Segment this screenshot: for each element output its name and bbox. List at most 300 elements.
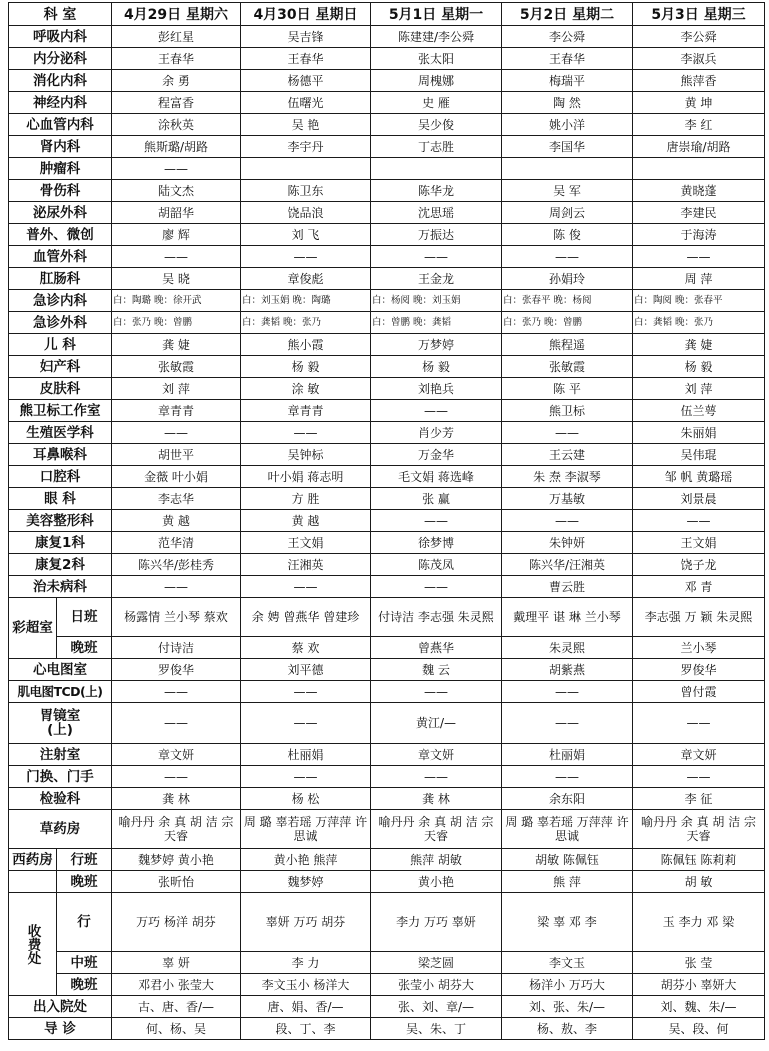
schedule-cell: 周 璐 辜若瑶 万萍萍 许思诚 [502, 810, 633, 849]
schedule-row [9, 114, 765, 136]
schedule-cell [633, 158, 765, 180]
schedule-cell: 刘 萍 [633, 378, 765, 400]
schedule-cell: 章青青 [112, 400, 241, 422]
schedule-row [9, 48, 765, 70]
dept-name: 门换、门手 [9, 766, 112, 788]
schedule-cell: —— [502, 510, 633, 532]
schedule-cell: 张敏霞 [112, 356, 241, 378]
schedule-cell: 吴 军 [502, 180, 633, 202]
schedule-cell: 涂 敏 [241, 378, 371, 400]
header-date: 5月3日 星期三 [633, 3, 765, 26]
schedule-cell: 余 娉 曾燕华 曾建珍 [241, 598, 371, 637]
schedule-cell: 杨 毅 [371, 356, 502, 378]
schedule-row [9, 180, 765, 202]
schedule-cell: 龚 婕 [112, 334, 241, 356]
schedule-row [9, 1018, 765, 1040]
cashier-label-text: 收费处 [24, 923, 41, 965]
schedule-cell: 蔡 欢 [241, 637, 371, 659]
schedule-cell: 玉 李力 邓 梁 [633, 893, 765, 952]
schedule-cell: 饶子龙 [633, 554, 765, 576]
schedule-cell: —— [112, 766, 241, 788]
schedule-cell: —— [241, 246, 371, 268]
dept-name: 普外、微创 [9, 224, 112, 246]
schedule-cell: 白：陶璐 晚：徐开武 [112, 290, 241, 312]
schedule-cell: 黄江/— [371, 703, 502, 744]
pharmacy-row [9, 849, 765, 871]
schedule-cell: 张 莹 [633, 952, 765, 974]
schedule-cell: —— [633, 703, 765, 744]
cashier-shift-label: 中班 [57, 952, 112, 974]
schedule-cell: 黄晓蓬 [633, 180, 765, 202]
schedule-cell: —— [502, 703, 633, 744]
schedule-cell: 魏梦婷 黄小艳 [112, 849, 241, 871]
cashier-row [9, 974, 765, 996]
schedule-cell: —— [371, 766, 502, 788]
schedule-cell: 王云建 [502, 444, 633, 466]
schedule-cell: 李 红 [633, 114, 765, 136]
schedule-cell: 刘平德 [241, 659, 371, 681]
schedule-cell: 刘 萍 [112, 378, 241, 400]
schedule-cell: 肖少芳 [371, 422, 502, 444]
schedule-cell: 吴 艳 [241, 114, 371, 136]
schedule-cell: 陈卫东 [241, 180, 371, 202]
schedule-cell: —— [241, 422, 371, 444]
schedule-cell: 陈 平 [502, 378, 633, 400]
schedule-cell: —— [371, 400, 502, 422]
dept-name: 呼吸内科 [9, 26, 112, 48]
schedule-cell: 龚 林 [371, 788, 502, 810]
schedule-cell: 曾付霞 [633, 681, 765, 703]
schedule-cell: 王文娟 [633, 532, 765, 554]
dept-name: 皮肤科 [9, 378, 112, 400]
schedule-cell: 唐崇瑜/胡路 [633, 136, 765, 158]
schedule-cell: 张莹小 胡芬大 [371, 974, 502, 996]
schedule-cell: 梁芝圆 [371, 952, 502, 974]
schedule-cell: 熊卫标 [502, 400, 633, 422]
schedule-cell: 李国华 [502, 136, 633, 158]
empty-cell [9, 871, 57, 893]
dept-name: 草药房 [9, 810, 112, 849]
schedule-row [9, 466, 765, 488]
schedule-cell: 唐、娟、香/— [241, 996, 371, 1018]
schedule-cell: 章文妍 [633, 744, 765, 766]
schedule-cell: 白：张乃 晚：曾鹏 [502, 312, 633, 334]
schedule-cell: —— [241, 766, 371, 788]
schedule-cell: 白：张乃 晚：曾鹏 [112, 312, 241, 334]
schedule-row [9, 576, 765, 598]
schedule-cell: 陈建建/李公舜 [371, 26, 502, 48]
schedule-cell: 李公舜 [633, 26, 765, 48]
schedule-cell: —— [112, 681, 241, 703]
schedule-cell: 范华清 [112, 532, 241, 554]
schedule-cell: —— [112, 703, 241, 744]
schedule-cell: 王春华 [112, 48, 241, 70]
schedule-cell: 王春华 [502, 48, 633, 70]
schedule-cell: 黄 坤 [633, 92, 765, 114]
schedule-cell: 张昕怡 [112, 871, 241, 893]
schedule-cell: 王文娟 [241, 532, 371, 554]
schedule-cell: 白：张春平 晚：杨阅 [502, 290, 633, 312]
schedule-cell: 李建民 [633, 202, 765, 224]
schedule-cell: 胡敏 陈佩钰 [502, 849, 633, 871]
dept-name: 儿 科 [9, 334, 112, 356]
schedule-cell: 陈华龙 [371, 180, 502, 202]
schedule-row [9, 136, 765, 158]
schedule-cell: 万振达 [371, 224, 502, 246]
schedule-cell: 白：刘玉娟 晚：陶璐 [241, 290, 371, 312]
cashier-shift-label: 晚班 [57, 974, 112, 996]
schedule-cell: —— [112, 158, 241, 180]
schedule-cell: 万金华 [371, 444, 502, 466]
schedule-cell: 余东阳 [502, 788, 633, 810]
schedule-row [9, 334, 765, 356]
dept-name: 妇产科 [9, 356, 112, 378]
schedule-cell: 刘艳兵 [371, 378, 502, 400]
schedule-cell: 龚 婕 [633, 334, 765, 356]
dept-name: 内分泌科 [9, 48, 112, 70]
schedule-cell: 吴、段、何 [633, 1018, 765, 1040]
schedule-cell: —— [371, 246, 502, 268]
schedule-cell: 吴伟琨 [633, 444, 765, 466]
schedule-cell: 吴少俊 [371, 114, 502, 136]
schedule-cell: 白：陶阅 晚：张春平 [633, 290, 765, 312]
cashier-row [9, 893, 765, 952]
schedule-cell: 程富香 [112, 92, 241, 114]
schedule-cell: 饶品浪 [241, 202, 371, 224]
schedule-cell: 张 赢 [371, 488, 502, 510]
dept-name: 肛肠科 [9, 268, 112, 290]
schedule-row [9, 26, 765, 48]
schedule-cell: 朱钟妍 [502, 532, 633, 554]
schedule-cell: 杨 松 [241, 788, 371, 810]
schedule-cell: 万巧 杨洋 胡芬 [112, 893, 241, 952]
schedule-cell: 陈兴华/彭桂秀 [112, 554, 241, 576]
dept-name: 康复1科 [9, 532, 112, 554]
schedule-cell: 王春华 [241, 48, 371, 70]
schedule-cell: 戴理平 谌 琳 兰小琴 [502, 598, 633, 637]
schedule-cell: 杜丽娟 [241, 744, 371, 766]
schedule-cell: 朱灵熙 [502, 637, 633, 659]
dept-name: 生殖医学科 [9, 422, 112, 444]
schedule-cell: 周剑云 [502, 202, 633, 224]
schedule-cell: 万基敏 [502, 488, 633, 510]
schedule-cell: —— [502, 766, 633, 788]
schedule-row [9, 224, 765, 246]
schedule-cell: 沈思瑶 [371, 202, 502, 224]
schedule-cell: 李淑兵 [633, 48, 765, 70]
schedule-cell: 杨 毅 [241, 356, 371, 378]
schedule-cell: 陈茂凤 [371, 554, 502, 576]
schedule-cell: 杜丽娟 [502, 744, 633, 766]
schedule-row [9, 744, 765, 766]
header-date: 5月1日 星期一 [371, 3, 502, 26]
schedule-cell: 刘景晨 [633, 488, 765, 510]
schedule-cell: 白：杨阅 晚：刘玉娟 [371, 290, 502, 312]
schedule-cell: 喻丹丹 余 真 胡 洁 宗天睿 [371, 810, 502, 849]
schedule-row [9, 312, 765, 334]
pharmacy-label: 西药房 [9, 849, 57, 871]
dept-name: 检验科 [9, 788, 112, 810]
schedule-cell: 胡韶华 [112, 202, 241, 224]
schedule-cell: 彭红星 [112, 26, 241, 48]
schedule-cell: 李文玉 [502, 952, 633, 974]
dept-name: 眼 科 [9, 488, 112, 510]
cashier-label [9, 893, 57, 996]
schedule-cell [241, 158, 371, 180]
schedule-cell [502, 158, 633, 180]
schedule-cell: 徐梦博 [371, 532, 502, 554]
schedule-cell: 熊斯璐/胡路 [112, 136, 241, 158]
schedule-row [9, 422, 765, 444]
dept-name: 血管外科 [9, 246, 112, 268]
schedule-cell: 梅瑞平 [502, 70, 633, 92]
schedule-cell: 杨、敖、李 [502, 1018, 633, 1040]
dept-name: 心血管内科 [9, 114, 112, 136]
schedule-cell: 伍曙光 [241, 92, 371, 114]
schedule-cell: 杨露情 兰小琴 蔡欢 [112, 598, 241, 637]
schedule-cell: 孙娟玲 [502, 268, 633, 290]
schedule-cell: 付诗洁 [112, 637, 241, 659]
schedule-cell: 黄 越 [241, 510, 371, 532]
schedule-cell: 张、刘、章/— [371, 996, 502, 1018]
schedule-cell: 胡芬小 辜妍大 [633, 974, 765, 996]
dept-name: 神经内科 [9, 92, 112, 114]
schedule-cell: 章俊彪 [241, 268, 371, 290]
schedule-row [9, 92, 765, 114]
schedule-cell: 周槐娜 [371, 70, 502, 92]
schedule-row [9, 378, 765, 400]
schedule-row [9, 788, 765, 810]
header-date: 5月2日 星期二 [502, 3, 633, 26]
header-date: 4月29日 星期六 [112, 3, 241, 26]
schedule-cell: 罗俊华 [112, 659, 241, 681]
header-date: 4月30日 星期日 [241, 3, 371, 26]
schedule-cell: 涂秋英 [112, 114, 241, 136]
dept-name: 注射室 [9, 744, 112, 766]
dept-name: 肌电图TCD(上) [9, 681, 112, 703]
schedule-cell: 朱丽娟 [633, 422, 765, 444]
schedule-cell: 伍兰萼 [633, 400, 765, 422]
pharmacy-shift-label: 晚班 [57, 871, 112, 893]
schedule-cell: 黄 越 [112, 510, 241, 532]
schedule-cell: 万梦婷 [371, 334, 502, 356]
schedule-cell: 张太阳 [371, 48, 502, 70]
schedule-cell: —— [112, 246, 241, 268]
schedule-cell: —— [633, 510, 765, 532]
schedule-cell: 白：龚韬 晚：张乃 [633, 312, 765, 334]
schedule-cell: 白：龚韬 晚：张乃 [241, 312, 371, 334]
dept-name: 急诊外科 [9, 312, 112, 334]
schedule-cell: 何、杨、吴 [112, 1018, 241, 1040]
schedule-cell: 辜 妍 [112, 952, 241, 974]
schedule-cell: 魏梦婷 [241, 871, 371, 893]
schedule-cell: 于海涛 [633, 224, 765, 246]
dept-name: 肿瘤科 [9, 158, 112, 180]
schedule-row [9, 810, 765, 849]
schedule-cell: 陈 俊 [502, 224, 633, 246]
schedule-cell: 章文妍 [112, 744, 241, 766]
dept-name: 急诊内科 [9, 290, 112, 312]
schedule-cell: —— [633, 246, 765, 268]
schedule-cell: 兰小琴 [633, 637, 765, 659]
schedule-cell: 熊 萍 [502, 871, 633, 893]
schedule-cell: —— [241, 681, 371, 703]
schedule-cell: 熊萍 胡敏 [371, 849, 502, 871]
schedule-cell: 李宇丹 [241, 136, 371, 158]
ultrasound-label: 彩超室 [9, 598, 57, 659]
schedule-cell: 李公舜 [502, 26, 633, 48]
schedule-cell: 曹云胜 [502, 576, 633, 598]
schedule-cell: 邓 青 [633, 576, 765, 598]
schedule-cell: 吴 晓 [112, 268, 241, 290]
schedule-cell [371, 158, 502, 180]
schedule-cell: 汪湘英 [241, 554, 371, 576]
schedule-cell: 邹 帆 黄璐瑶 [633, 466, 765, 488]
ultrasound-day-row [9, 598, 765, 637]
schedule-cell: 吴、朱、丁 [371, 1018, 502, 1040]
schedule-cell: 喻丹丹 余 真 胡 洁 宗天睿 [112, 810, 241, 849]
schedule-cell: 刘、魏、朱/— [633, 996, 765, 1018]
schedule-row [9, 202, 765, 224]
dept-name: 心电图室 [9, 659, 112, 681]
schedule-cell: 余 勇 [112, 70, 241, 92]
dept-name: 美容整形科 [9, 510, 112, 532]
schedule-cell: 段、丁、李 [241, 1018, 371, 1040]
schedule-cell: 杨德平 [241, 70, 371, 92]
dept-name: 口腔科 [9, 466, 112, 488]
schedule-cell: 刘、张、朱/— [502, 996, 633, 1018]
schedule-cell: —— [371, 681, 502, 703]
schedule-cell: 叶小娟 蒋志明 [241, 466, 371, 488]
schedule-cell: 周 萍 [633, 268, 765, 290]
schedule-cell: 章文妍 [371, 744, 502, 766]
schedule-cell: —— [502, 246, 633, 268]
ultrasound-night-label: 晚班 [57, 637, 112, 659]
schedule-cell: 李志强 万 颖 朱灵熙 [633, 598, 765, 637]
dept-name-line: (上) [47, 722, 73, 738]
schedule-cell: 吴吉锋 [241, 26, 371, 48]
schedule-row [9, 488, 765, 510]
pharmacy-shift-label: 行班 [57, 849, 112, 871]
schedule-cell: 梁 辜 邓 李 [502, 893, 633, 952]
schedule-row [9, 510, 765, 532]
schedule-row [9, 400, 765, 422]
schedule-cell: 刘 飞 [241, 224, 371, 246]
schedule-cell: 吴钟标 [241, 444, 371, 466]
schedule-cell: 魏 云 [371, 659, 502, 681]
schedule-cell: 金薇 叶小娟 [112, 466, 241, 488]
schedule-cell: 曾燕华 [371, 637, 502, 659]
schedule-row [9, 158, 765, 180]
schedule-cell: 李文玉小 杨洋大 [241, 974, 371, 996]
schedule-cell: 黄小艳 熊萍 [241, 849, 371, 871]
schedule-row [9, 532, 765, 554]
schedule-cell: 熊程遥 [502, 334, 633, 356]
schedule-cell: 胡紫燕 [502, 659, 633, 681]
schedule-cell: 付诗洁 李志强 朱灵熙 [371, 598, 502, 637]
schedule-cell: 章青青 [241, 400, 371, 422]
schedule-cell: —— [502, 422, 633, 444]
dept-name: 康复2科 [9, 554, 112, 576]
cashier-row [9, 952, 765, 974]
cashier-shift-label: 行 [57, 893, 112, 952]
schedule-cell: 毛文娟 蒋选峰 [371, 466, 502, 488]
schedule-cell: 白：曾鹏 晚：龚韬 [371, 312, 502, 334]
schedule-cell: —— [633, 766, 765, 788]
schedule-cell: 姚小洋 [502, 114, 633, 136]
schedule-cell: 周 璐 辜若瑶 万萍萍 许思诚 [241, 810, 371, 849]
pharmacy-row [9, 871, 765, 893]
schedule-cell: 朱 焘 李淑琴 [502, 466, 633, 488]
schedule-cell: —— [112, 422, 241, 444]
schedule-cell: 邓君小 张莹大 [112, 974, 241, 996]
schedule-row [9, 681, 765, 703]
schedule-cell: —— [112, 576, 241, 598]
schedule-cell: 熊萍香 [633, 70, 765, 92]
schedule-cell: 陈佩钰 陈莉莉 [633, 849, 765, 871]
header-row [9, 3, 765, 26]
schedule-cell: 陆文杰 [112, 180, 241, 202]
dept-name: 泌尿外科 [9, 202, 112, 224]
schedule-cell: 熊小霞 [241, 334, 371, 356]
schedule-row [9, 444, 765, 466]
schedule-row [9, 70, 765, 92]
schedule-row [9, 554, 765, 576]
schedule-cell: 丁志胜 [371, 136, 502, 158]
dept-name: 耳鼻喉科 [9, 444, 112, 466]
schedule-cell: 王金龙 [371, 268, 502, 290]
schedule-cell: 方 胜 [241, 488, 371, 510]
schedule-cell: 古、唐、香/— [112, 996, 241, 1018]
dept-name: 消化内科 [9, 70, 112, 92]
schedule-cell: 喻丹丹 余 真 胡 洁 宗天睿 [633, 810, 765, 849]
schedule-cell: 陶 然 [502, 92, 633, 114]
gastroscopy-row [9, 703, 765, 744]
schedule-row [9, 659, 765, 681]
schedule-cell: 胡 敏 [633, 871, 765, 893]
schedule-cell: 李志华 [112, 488, 241, 510]
schedule-row [9, 356, 765, 378]
header-dept: 科 室 [9, 3, 112, 26]
schedule-cell: 黄小艳 [371, 871, 502, 893]
schedule-row [9, 766, 765, 788]
schedule-cell: 辜妍 万巧 胡芬 [241, 893, 371, 952]
dept-name: 肾内科 [9, 136, 112, 158]
schedule-cell: 廖 辉 [112, 224, 241, 246]
schedule-cell: 杨洋小 万巧大 [502, 974, 633, 996]
schedule-cell: 史 雁 [371, 92, 502, 114]
ultrasound-day-label: 日班 [57, 598, 112, 637]
schedule-cell: 杨 毅 [633, 356, 765, 378]
schedule-cell: —— [371, 576, 502, 598]
schedule-cell: —— [241, 703, 371, 744]
dept-name: 骨伤科 [9, 180, 112, 202]
schedule-cell: 胡世平 [112, 444, 241, 466]
duty-schedule-table [8, 2, 765, 1040]
dept-name: 治未病科 [9, 576, 112, 598]
dept-name: 导 诊 [9, 1018, 112, 1040]
schedule-cell: 陈兴华/汪湘英 [502, 554, 633, 576]
schedule-row [9, 996, 765, 1018]
dept-name-line: 胃镜室 [39, 708, 81, 724]
schedule-cell: —— [241, 576, 371, 598]
dept-name: 出入院处 [9, 996, 112, 1018]
schedule-cell: 罗俊华 [633, 659, 765, 681]
schedule-cell: —— [502, 681, 633, 703]
dept-name: 熊卫标工作室 [9, 400, 112, 422]
schedule-cell: —— [371, 510, 502, 532]
dept-name [9, 703, 112, 744]
